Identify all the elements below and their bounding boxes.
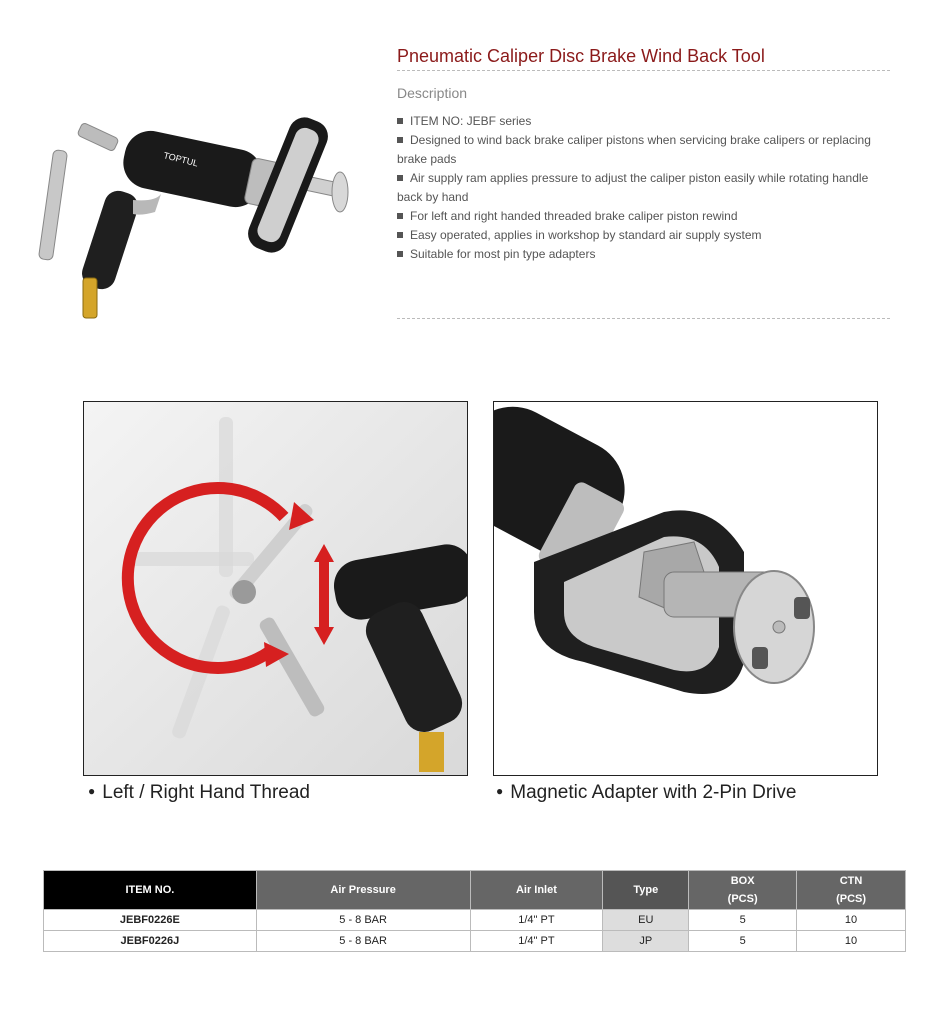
bullet-dot-icon: ● xyxy=(88,784,96,798)
cell-ctn: 10 xyxy=(797,931,906,952)
square-bullet-icon xyxy=(397,213,403,219)
cell-air-inlet: 1/4" PT xyxy=(470,910,603,931)
page-title: Pneumatic Caliper Disc Brake Wind Back Tool xyxy=(397,46,765,67)
feature-caption-adapter: ● Magnetic Adapter with 2-Pin Drive xyxy=(496,782,797,803)
list-item: Air supply ram applies pressure to adjust the caliper piston easily while rotating handle back by hand xyxy=(397,171,869,204)
table-row xyxy=(44,910,906,931)
header-item-no: ITEM NO. xyxy=(44,871,257,910)
cell-type: EU xyxy=(603,910,689,931)
description-heading: Description xyxy=(397,85,468,101)
square-bullet-icon xyxy=(397,118,403,124)
cell-item-no: JEBF0226E xyxy=(44,910,257,931)
cell-air-pressure: 5 - 8 BAR xyxy=(256,910,470,931)
cell-item-no: JEBF0226J xyxy=(44,931,257,952)
brand-mark: TOPTUL xyxy=(162,150,200,169)
list-item: Easy operated, applies in workshop by standard air supply system xyxy=(397,226,890,245)
product-image xyxy=(38,100,358,330)
cell-type: JP xyxy=(603,931,689,952)
square-bullet-icon xyxy=(397,232,403,238)
list-item: For left and right handed threaded brake caliper piston rewind xyxy=(397,207,890,226)
cell-box: 5 xyxy=(689,931,797,952)
divider xyxy=(397,318,890,319)
description-list xyxy=(397,112,890,264)
feature-photo-adapter xyxy=(493,401,878,776)
bullet-dot-icon: ● xyxy=(496,784,504,798)
divider xyxy=(397,70,890,71)
cell-air-inlet: 1/4" PT xyxy=(470,931,603,952)
square-bullet-icon xyxy=(397,175,403,181)
feature-photo-thread xyxy=(83,401,468,776)
cell-ctn: 10 xyxy=(797,910,906,931)
cell-air-pressure: 5 - 8 BAR xyxy=(256,931,470,952)
header-air-inlet: Air Inlet xyxy=(470,871,603,910)
square-bullet-icon xyxy=(397,251,403,257)
table-row xyxy=(44,931,906,952)
header-air-pressure: Air Pressure xyxy=(256,871,470,910)
square-bullet-icon xyxy=(397,137,403,143)
feature-caption-thread: ● Left / Right Hand Thread xyxy=(88,782,310,803)
header-box: BOX (PCS) xyxy=(689,871,797,910)
header-ctn: CTN (PCS) xyxy=(797,871,906,910)
list-item: ITEM NO: JEBF series xyxy=(397,112,890,131)
spec-table xyxy=(43,870,906,952)
cell-box: 5 xyxy=(689,910,797,931)
table-header-row xyxy=(44,871,906,910)
header-type: Type xyxy=(603,871,689,910)
list-item: Suitable for most pin type adapters xyxy=(397,245,890,264)
list-item: Designed to wind back brake caliper pistons when servicing brake calipers or replacing brake pads xyxy=(397,133,871,166)
